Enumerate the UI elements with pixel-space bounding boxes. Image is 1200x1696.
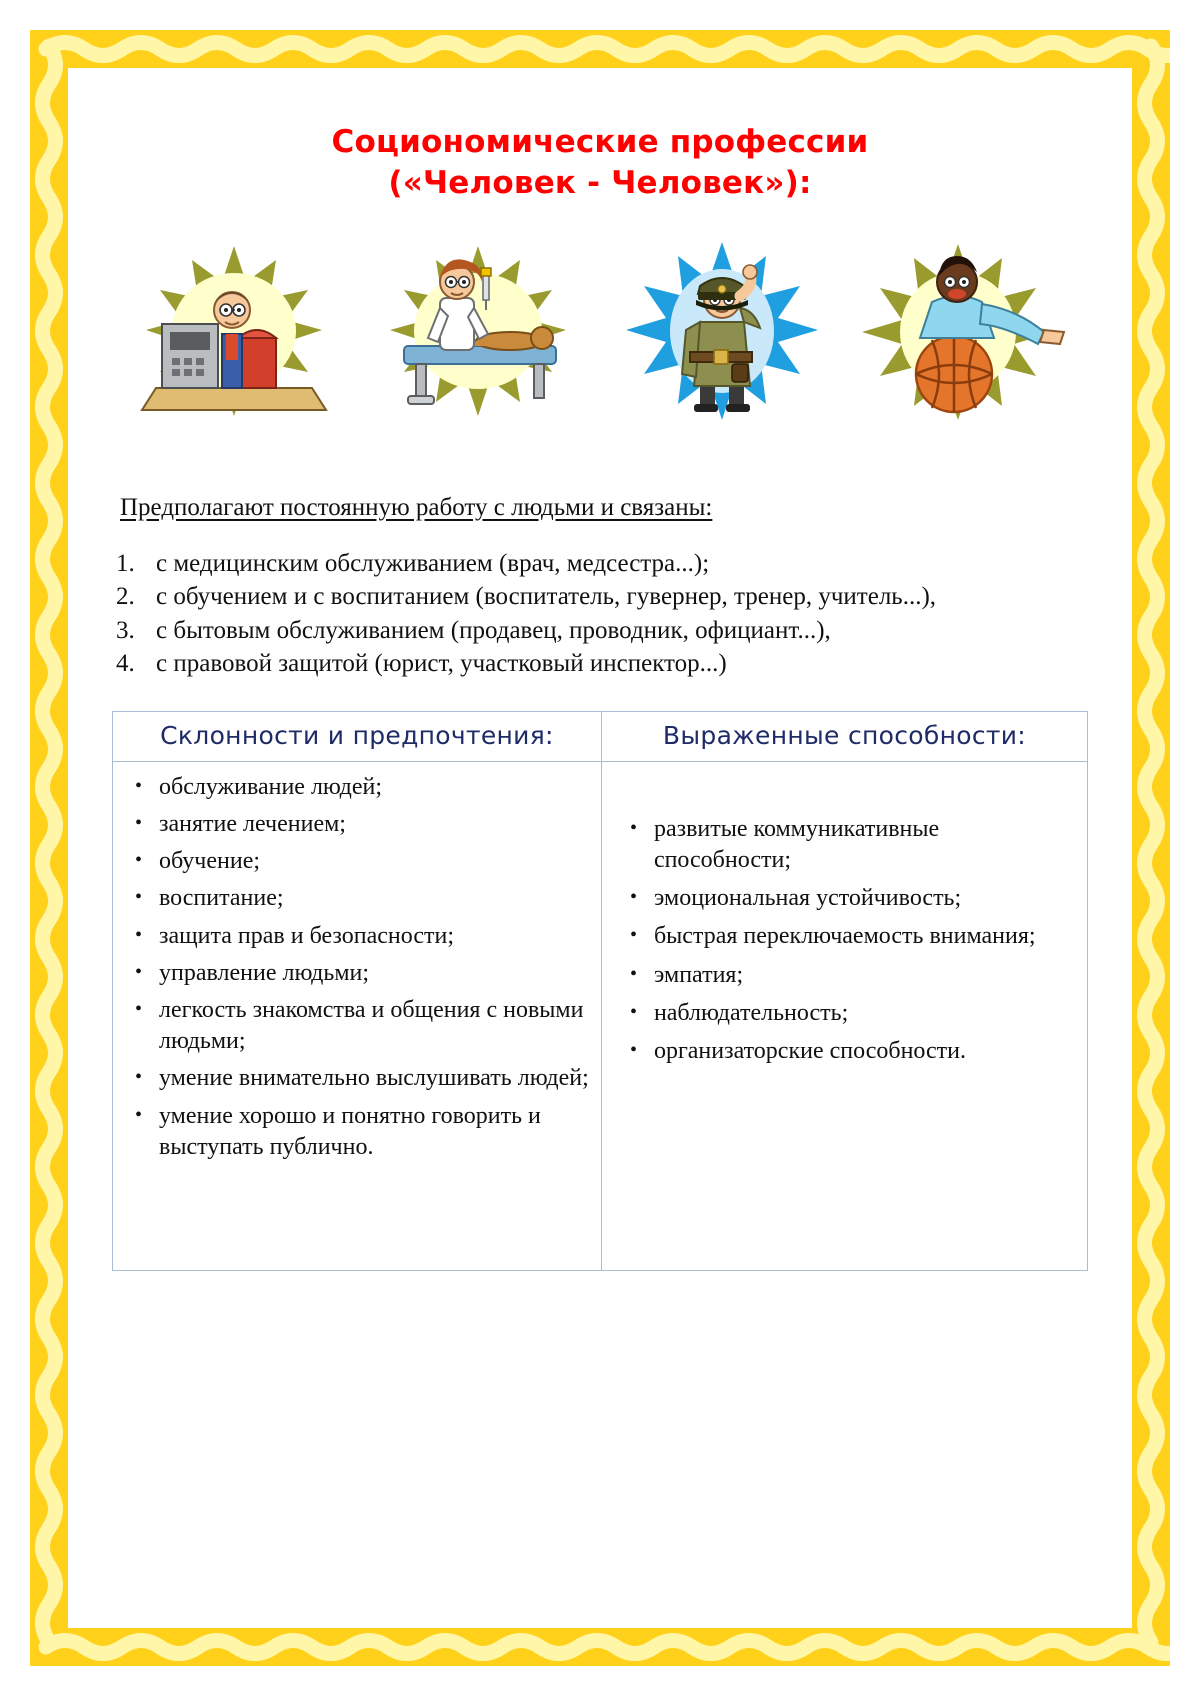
- poster-content: [68, 68, 1132, 1628]
- list-text: занятие лечением;: [159, 811, 346, 837]
- list-text: умение хорошо и понятно говорить и выступать публично.: [159, 1102, 541, 1160]
- bullet-icon: •: [629, 962, 637, 985]
- list-item: [125, 883, 589, 914]
- title-line-1: Социономические профессии: [331, 124, 869, 160]
- bullet-icon: •: [135, 1066, 143, 1089]
- table-column-inclinations: [113, 712, 602, 1270]
- list-item: [125, 1101, 589, 1163]
- list-item: [125, 846, 589, 877]
- column-body-inclinations: [113, 762, 601, 1270]
- bullet-icon: •: [629, 924, 637, 947]
- list-number: 1.: [116, 549, 135, 577]
- bullet-icon: •: [135, 923, 143, 946]
- list-text: с бытовым обслуживанием (продавец, проводник, официант...),: [156, 616, 831, 644]
- bullet-icon: •: [135, 1103, 143, 1126]
- list-text: умение внимательно выслушивать людей;: [159, 1065, 589, 1092]
- bullet-icon: •: [135, 886, 143, 909]
- list-item: [116, 615, 1092, 648]
- list-item: [125, 809, 589, 840]
- bullet-icon: •: [629, 1000, 637, 1023]
- bullet-icon: •: [135, 774, 143, 797]
- clipart-row: [126, 238, 1074, 438]
- list-text: развитые коммуникативные способности;: [653, 815, 940, 873]
- list-item: [125, 921, 589, 952]
- doctor-illustration: [370, 238, 586, 438]
- list-text: защита прав и безопасности;: [159, 922, 454, 949]
- inclinations-list: [125, 772, 589, 1163]
- list-text: эмоциональная устойчивость;: [653, 885, 962, 912]
- list-item: [620, 814, 1075, 876]
- list-text: обслуживание людей;: [159, 773, 383, 800]
- list-text: с обучением и с воспитанием (воспитатель, гувернер, тренер, учитель...),: [156, 583, 937, 611]
- list-text: наблюдательность;: [653, 999, 849, 1026]
- intro-text: Предполагают постоянную работу с людьми и связаны:: [120, 493, 713, 521]
- page-title: [108, 122, 1092, 204]
- basketball-coach-illustration: [858, 238, 1074, 438]
- traits-table: [112, 711, 1088, 1271]
- intro-wrap: [108, 438, 1092, 522]
- list-item: [116, 581, 1092, 614]
- list-number: 4.: [116, 650, 135, 678]
- list-text: обучение;: [159, 848, 261, 875]
- list-item: [620, 883, 1075, 914]
- decorative-frame: [30, 30, 1170, 1666]
- list-text: эмпатия;: [653, 961, 744, 988]
- column-header-inclinations: Склонности и предпочтения:: [113, 712, 601, 762]
- list-item: [116, 648, 1092, 681]
- list-item: [125, 995, 589, 1057]
- numbered-list: [116, 548, 1092, 681]
- list-text: воспитание;: [159, 885, 284, 912]
- list-number: 3.: [116, 616, 135, 644]
- bullet-icon: •: [135, 997, 143, 1020]
- column-header-abilities: Выраженные способности:: [602, 712, 1087, 762]
- list-item: [620, 921, 1075, 952]
- list-item: [620, 1036, 1075, 1067]
- list-item: [620, 960, 1075, 991]
- title-line-2: («Человек - Человек»):: [388, 164, 812, 201]
- bullet-icon: •: [135, 812, 143, 834]
- cashier-illustration: [126, 238, 342, 438]
- list-item: [116, 548, 1092, 581]
- bullet-icon: •: [629, 816, 637, 839]
- list-text: легкость знакомства и общения с новыми людьми;: [159, 996, 584, 1055]
- column-body-abilities: [602, 762, 1087, 1270]
- bullet-icon: •: [629, 886, 637, 909]
- table-column-abilities: [602, 712, 1087, 1270]
- bullet-icon: •: [135, 849, 143, 872]
- list-item: [125, 958, 589, 989]
- list-item: [620, 998, 1075, 1029]
- list-text: с правовой защитой (юрист, участковый инспектор...): [156, 650, 727, 678]
- list-text: быстрая переключаемость внимания;: [653, 923, 1036, 950]
- list-item: [125, 772, 589, 803]
- list-text: управление людьми;: [159, 959, 370, 986]
- bullet-icon: •: [135, 960, 143, 983]
- list-text: организаторские способности.: [653, 1037, 966, 1064]
- list-text: с медицинским обслуживанием (врач, медсестра...);: [156, 549, 710, 577]
- list-number: 2.: [116, 583, 135, 611]
- bullet-icon: •: [629, 1038, 637, 1061]
- list-item: [125, 1063, 589, 1094]
- abilities-list: [620, 814, 1075, 1067]
- police-officer-illustration: [614, 238, 830, 438]
